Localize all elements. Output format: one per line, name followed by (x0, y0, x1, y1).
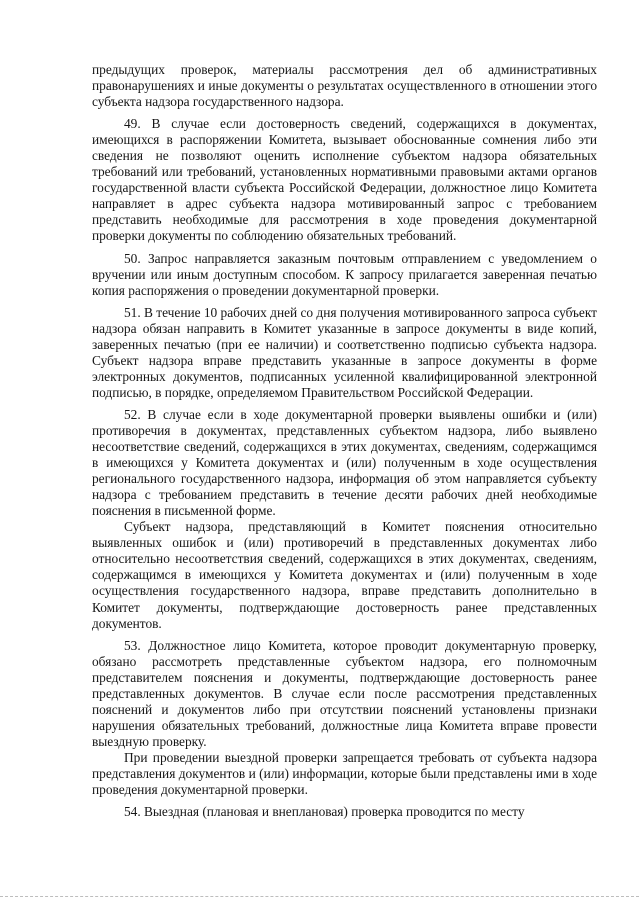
paragraph-53: 53. Должностное лицо Комитета, которое проводит документарную проверку, обязано рассмотреть представленные субъектом надзора, его полномочным представителем пояснения и документы, подтверждающие достоверность ранее представленных документов. В случае если после рассмотрения представленных пояснений и документов либо при отсутствии пояснений установлены признаки нарушения обязательных требований, должностные лица Комитета вправе провести выездную проверку. (92, 637, 597, 749)
paragraph-49: 49. В случае если достоверность сведений, содержащихся в документах, имеющихся в распоряжении Комитета, вызывает обоснованные сомнения либо эти сведения не позволяют оценить исполнение субъектом надзора обязательных требований или требований, установленных нормативными правовыми актами органов государственной власти субъекта Российской Федерации, должностное лицо Комитета направляет в адрес субъекта надзора мотивированный запрос с требованием представить необходимые для рассмотрения в ходе проведения документарной проверки документы по соблюдению обязательных требований. (92, 116, 597, 244)
page-bottom-edge (0, 896, 639, 897)
paragraph-53-continued: При проведении выездной проверки запрещается требовать от субъекта надзора представления документов и (или) информации, которые были представлены ими в ходе проведения документарной проверки. (92, 749, 597, 798)
paragraph-54: 54. Выездная (плановая и внеплановая) проверка проводится по месту (124, 804, 525, 820)
document-body (92, 62, 597, 820)
paragraph-50: 50. Запрос направляется заказным почтовым отправлением с уведомлением о вручении или иным доступным способом. К запросу прилагается заверенная печатью копия распоряжения о проведении документарной проверки. (92, 250, 597, 298)
paragraph-51: 51. В течение 10 рабочих дней со дня получения мотивированного запроса субъект надзора обязан направить в Комитет указанные в запросе документы в виде копий, заверенных печатью (при ее наличии) и соответственно подписью субъекта надзора. Субъект надзора вправе представить указанные в запросе документы в форме электронных документов, подписанных усиленной квалифицированной электронной подписью, в порядке, определяемом Правительством Российской Федерации. (92, 304, 597, 400)
paragraph-52: 52. В случае если в ходе документарной проверки выявлены ошибки и (или) противоречия в документах, представленных субъектом надзора, либо выявлено несоответствие сведений, содержащихся в этих документах, сведениям, содержащимся в имеющихся у Комитета документах и (или) полученным в ходе осуществления регионального государственного надзора, информация об этом направляется субъекту надзора с требованием представить в течение десяти рабочих дней необходимые пояснения в письменной форме. (92, 406, 597, 519)
paragraph-continued: предыдущих проверок, материалы рассмотрения дел об административных правонарушениях и иные документы о результатах осуществленного в отношении этого субъекта надзора государственного надзора. (92, 62, 597, 110)
paragraph-52-continued: Субъект надзора, представляющий в Комитет пояснения относительно выявленных ошибок и (или) противоречий в представленных документах либо относительно несоответствия сведений, содержащихся в этих документах, сведениям, содержащимся в имеющихся у Комитета документах и (или) полученным в ходе осуществления государственного надзора, вправе представить дополнительно в Комитет документы, подтверждающие достоверность ранее представленных документов. (92, 519, 597, 631)
